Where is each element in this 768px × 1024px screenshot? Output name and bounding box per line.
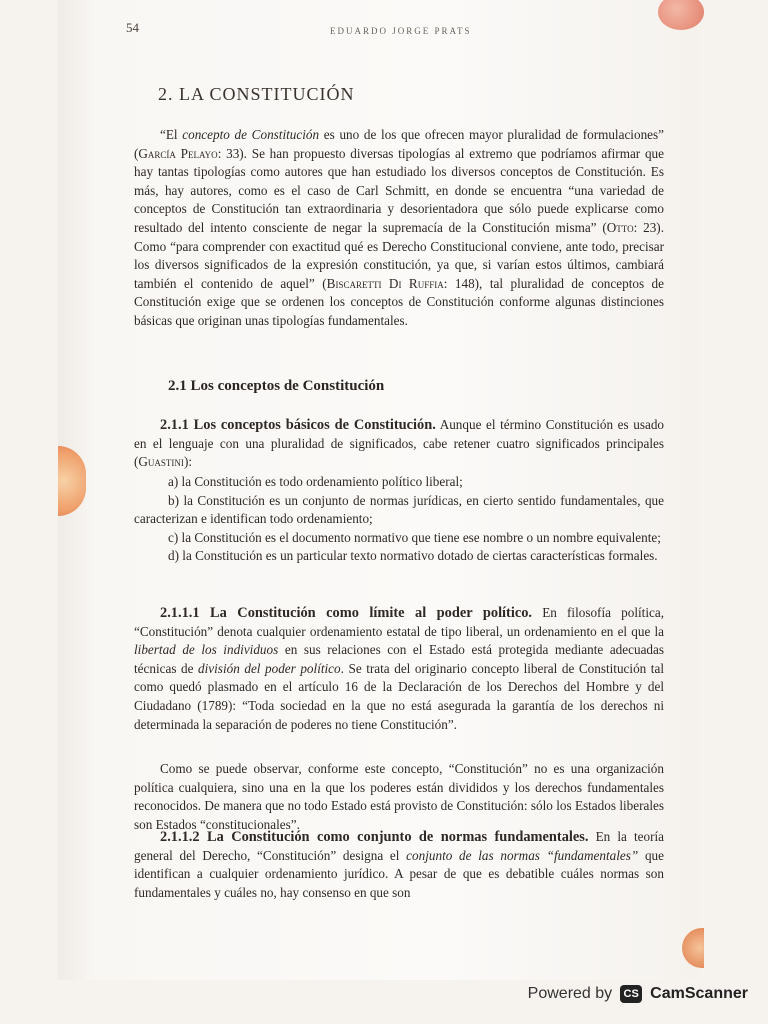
list-item: a) la Constitución es todo ordenamiento político liberal; (168, 474, 463, 489)
camscanner-logo-icon: CS (620, 985, 642, 1003)
list-item: d) la Constitución es un particular texto normativo dotado de ciertas características formales. (168, 548, 658, 564)
paragraph-basic-concepts: 2.1.1 Los conceptos básicos de Constitución. Aunque el término Constitución es usado en el lenguaje con una pluralidad de significados, cabe retener cuatro significados principales (Guastini): (134, 417, 665, 470)
section-heading: 2.1 Los conceptos de Constitución (168, 378, 385, 394)
list-item: b) la Constitución es un conjunto de normas jurídicas, en cierto sentido fundamentales, que caracterizan e identifican todo ordenamiento; (134, 492, 664, 527)
paragraph-intro: “El concepto de Constitución es uno de los que ofrecen mayor pluralidad de formulaciones” (García Pelayo: 33). Se han propuesto diversas tipologías al extremo que podríamos afirmar que hay tantas tipologías como autores que han estudiado los diversos conceptos de Constitución. Es más, hay autores, como es el caso de Carl Schmitt, en donde se encuentra “una variedad de conceptos de Constitución tan extraordinaria y desorientadora que sólo puede explicarse como resultado del intento consciente de negar la supremacía de la Constitución misma” (Otto: 23). Como “para comprender con exactitud qué es Derecho Constitucional conviene, ante todo, precisar los diversos significados de la expresión constitución, ya que, si varían estos últimos, cambiará también el contenido de aquel” (Biscaretti Di Ruffia: 148), tal pluralidad de conceptos de Constitución exige que se ordenen los conceptos de Constitución conforme algunas distinciones básicas que originan unas tipologías fundamentales. (134, 127, 665, 328)
paragraph-observation: Como se puede observar, conforme este concepto, “Constitución” no es una organización política cualquiera, sino una en la que los poderes están divididos y los derechos fundamentales reconocidos. De manera que no todo Estado está provisto de Constitución: sólo los Estados liberales son Estados “constitucionales”. (134, 761, 664, 832)
paragraph-political-limit: 2.1.1.1 La Constitución como límite al poder político. En filosofía política, “Constitución” denota cualquier ordenamiento estatal de tipo liberal, un ordenamiento en el que la libertad de los individuos en sus relaciones con el Estado está protegida mediante adecuadas técnicas de división del poder político. Se trata del originario concepto liberal de Constitución tal como quedó plasmado en el artículo 16 de la Declaración de los Derechos del Hombre y del Ciudadano (1789): “Toda sociedad en la que no está asegurada la garantía de los derechos ni determinada la separación de poderes no tiene Constitución”. (134, 605, 664, 732)
list-item: c) la Constitución es el documento normativo que tiene ese nombre o un nombre equivalente; (168, 529, 661, 545)
page-number: 54 (126, 20, 139, 35)
subsection-heading: 2.1.1 Los conceptos básicos de Constitución. (160, 417, 436, 433)
subsection-heading: 2.1.1.1 La Constitución como límite al poder político. (160, 605, 533, 621)
scanner-watermark (528, 985, 748, 1003)
camscanner-brand: CamScanner (650, 985, 748, 1002)
meanings-list (134, 473, 664, 566)
chapter-title: 2. LA CONSTITUCIÓN (158, 84, 355, 104)
powered-by-label: Powered by (527, 985, 613, 1002)
subsection-heading: 2.1.1.2 La Constitución como conjunto de normas fundamentales. (160, 829, 589, 845)
running-head: EDUARDO JORGE PRATS (330, 26, 472, 36)
paragraph-fundamental-norms: 2.1.1.2 La Constitución como conjunto de normas fundamentales. En la teoría general del Derecho, “Constitución” designa el conjunto de las normas “fundamentales” que identifican a cualquier ordenamiento jurídico. A pesar de que es debatible cuáles normas son fundamentales y cuáles no, hay consenso en que son (134, 829, 665, 900)
